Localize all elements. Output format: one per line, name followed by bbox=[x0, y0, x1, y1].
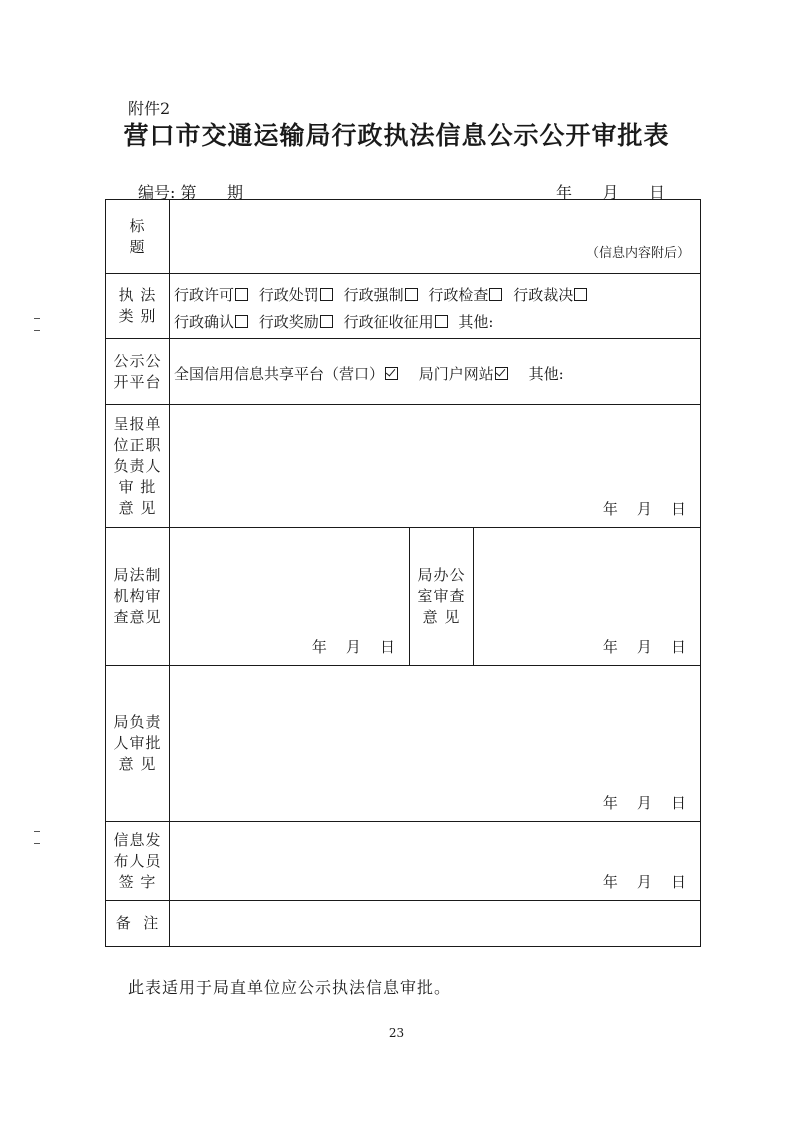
option-admin-penalty[interactable]: 行政处罚 bbox=[259, 286, 333, 304]
content-attached-note: （信息内容附后） bbox=[585, 246, 690, 261]
binding-mark bbox=[34, 330, 40, 331]
binding-mark bbox=[34, 843, 40, 844]
option-admin-coercion[interactable]: 行政强制 bbox=[344, 286, 418, 304]
legal-review-opinion-field[interactable] bbox=[170, 528, 410, 666]
publisher-signature-field[interactable] bbox=[170, 822, 701, 901]
attachment-label: 附件2 bbox=[128, 99, 171, 118]
checkbox-unchecked[interactable] bbox=[320, 315, 333, 328]
option-platform-other: 其他: bbox=[528, 365, 564, 383]
office-review-opinion-field[interactable] bbox=[474, 528, 701, 666]
legal-review-date: 年 月 日 bbox=[311, 638, 395, 656]
page-title: 营口市交通运输局行政执法信息公示公开审批表 bbox=[123, 121, 670, 150]
checkbox-unchecked[interactable] bbox=[574, 288, 587, 301]
approval-form-table bbox=[105, 199, 701, 947]
checkbox-unchecked[interactable] bbox=[405, 288, 418, 301]
option-admin-ruling[interactable]: 行政裁决 bbox=[513, 286, 587, 304]
option-bureau-website[interactable]: 局门户网站 bbox=[419, 365, 508, 383]
category-label: 执 法 类 别 bbox=[106, 274, 170, 339]
checkbox-unchecked[interactable] bbox=[435, 315, 448, 328]
office-review-label: 局办公 室审查 意 见 bbox=[410, 528, 474, 666]
binding-mark bbox=[34, 831, 40, 832]
legal-review-label: 局法制 机构审 查意见 bbox=[106, 528, 170, 666]
remark-label: 备 注 bbox=[106, 901, 170, 947]
option-credit-platform[interactable]: 全国信用信息共享平台（营口） bbox=[174, 365, 398, 383]
platform-options bbox=[170, 339, 701, 405]
publisher-label: 信息发 布人员 签 字 bbox=[106, 822, 170, 901]
checkbox-checked[interactable] bbox=[385, 367, 398, 380]
bureau-head-opinion-field[interactable] bbox=[170, 666, 701, 822]
option-admin-expropriation[interactable]: 行政征收征用 bbox=[344, 313, 448, 331]
office-review-date: 年 月 日 bbox=[602, 638, 686, 656]
serial-number: 编号: 第 期 bbox=[138, 183, 244, 202]
binding-mark bbox=[34, 318, 40, 319]
page-number: 23 bbox=[388, 1026, 405, 1040]
footer-note: 此表适用于局直单位应公示执法信息审批。 bbox=[128, 978, 452, 997]
bureau-head-label: 局负责 人审批 意 见 bbox=[106, 666, 170, 822]
platform-label: 公示公 开平台 bbox=[106, 339, 170, 405]
unit-head-opinion-field[interactable] bbox=[170, 405, 701, 528]
category-options bbox=[170, 274, 701, 339]
form-date: 年 月 日 bbox=[555, 183, 665, 202]
unit-head-date: 年 月 日 bbox=[602, 500, 686, 518]
option-admin-reward[interactable]: 行政奖励 bbox=[259, 313, 333, 331]
option-other: 其他: bbox=[458, 313, 494, 331]
title-label: 标 题 bbox=[106, 200, 170, 274]
checkbox-unchecked[interactable] bbox=[235, 315, 248, 328]
option-admin-confirmation[interactable]: 行政确认 bbox=[174, 313, 248, 331]
unit-head-label: 呈报单 位正职 负责人 审 批 意 见 bbox=[106, 405, 170, 528]
checkbox-unchecked[interactable] bbox=[235, 288, 248, 301]
publisher-date: 年 月 日 bbox=[602, 873, 686, 891]
title-field[interactable] bbox=[170, 200, 701, 274]
remark-field[interactable] bbox=[170, 901, 701, 947]
checkbox-checked[interactable] bbox=[495, 367, 508, 380]
checkbox-unchecked[interactable] bbox=[489, 288, 502, 301]
bureau-head-date: 年 月 日 bbox=[602, 794, 686, 812]
checkbox-unchecked[interactable] bbox=[320, 288, 333, 301]
option-admin-inspection[interactable]: 行政检查 bbox=[428, 286, 502, 304]
option-admin-license[interactable]: 行政许可 bbox=[174, 286, 248, 304]
